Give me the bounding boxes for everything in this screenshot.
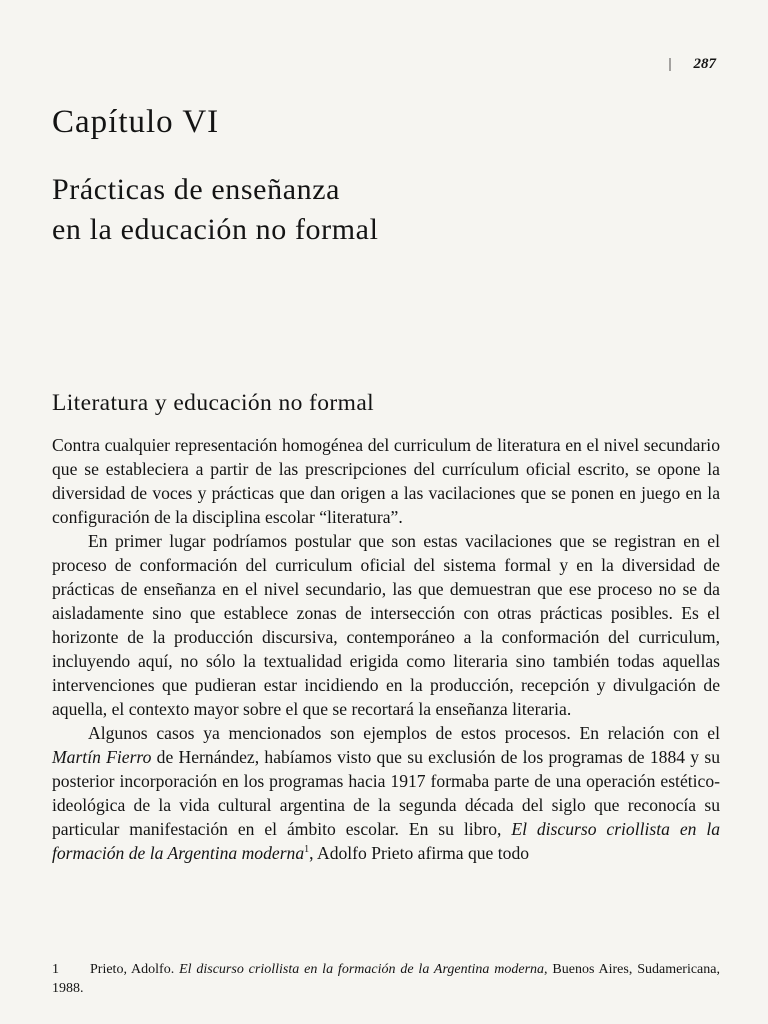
paragraph-3-part-b: de Hernández, habíamos visto que su exclusión de los programas de 1884 y su posterior incorporación en los programas hacia 1917 formaba parte de una operación estético-ideológica de la vida cultural argentina de la segunda década del siglo que reconocía su particular manifestación en el ámbito escolar. En su libro, <box>52 747 720 839</box>
footnote-title: El discurso criollista en la formación de la Argentina moderna <box>179 962 545 977</box>
footnote-text-b: , Buenos Aires, Sudamericana, 1988. <box>52 962 720 996</box>
running-header <box>668 56 716 73</box>
chapter-title <box>52 170 379 250</box>
footnote-ref[interactable]: 1 <box>304 844 310 856</box>
page-number: 287 <box>693 56 716 72</box>
chapter-title-line-1: Prácticas de enseñanza <box>52 173 341 206</box>
chapter-title-line-2: en la educación no formal <box>52 213 379 246</box>
work-title-martin-fierro: Martín Fierro <box>52 747 152 767</box>
chapter-label: Capítulo VI <box>52 104 220 140</box>
footnote-text-a: Prieto, Adolfo. <box>90 962 180 977</box>
body-text <box>52 433 720 865</box>
work-title-discurso-criollista: El discurso criollista en la formación de la Argentina moderna <box>52 819 720 863</box>
footnote <box>52 960 720 998</box>
paragraph-1: Contra cualquier representación homogénea del curriculum de literatura en el nivel secundario que se estableciera a partir de las prescripciones del currículum oficial escrito, se opone la diversidad de voces y prácticas que dan origen a las vacilaciones que se ponen en juego en la configuración de la disciplina escolar “literatura”. <box>52 435 720 527</box>
footnote-number: 1 <box>52 962 59 977</box>
paragraph-2: En primer lugar podríamos postular que son estas vacilaciones que se registran en el proceso de conformación del curriculum oficial del sistema formal y en la diversidad de prácticas de enseñanza en el nivel secundario, las que demuestran que ese proceso no se da aisladamente sino que establece zonas de intersección con otras prácticas posibles. Es el horizonte de la producción discursiva, contemporáneo a la conformación del curriculum, incluyendo aquí, no sólo la textualidad erigida como literaria sino también todas aquellas intervenciones que pudieran estar incidiendo en la producción, recepción y divulgación de aquella, el contexto mayor sobre el que se recortará la enseñanza literaria. <box>52 531 720 719</box>
section-heading: Literatura y educación no formal <box>52 390 375 416</box>
header-bar: | <box>668 56 672 72</box>
paragraph-3 <box>52 721 720 865</box>
paragraph-3-part-a: Algunos casos ya mencionados son ejemplos de estos procesos. En relación con el <box>88 723 720 743</box>
paragraph-3-part-c: , Adolfo Prieto afirma que todo <box>309 843 530 863</box>
